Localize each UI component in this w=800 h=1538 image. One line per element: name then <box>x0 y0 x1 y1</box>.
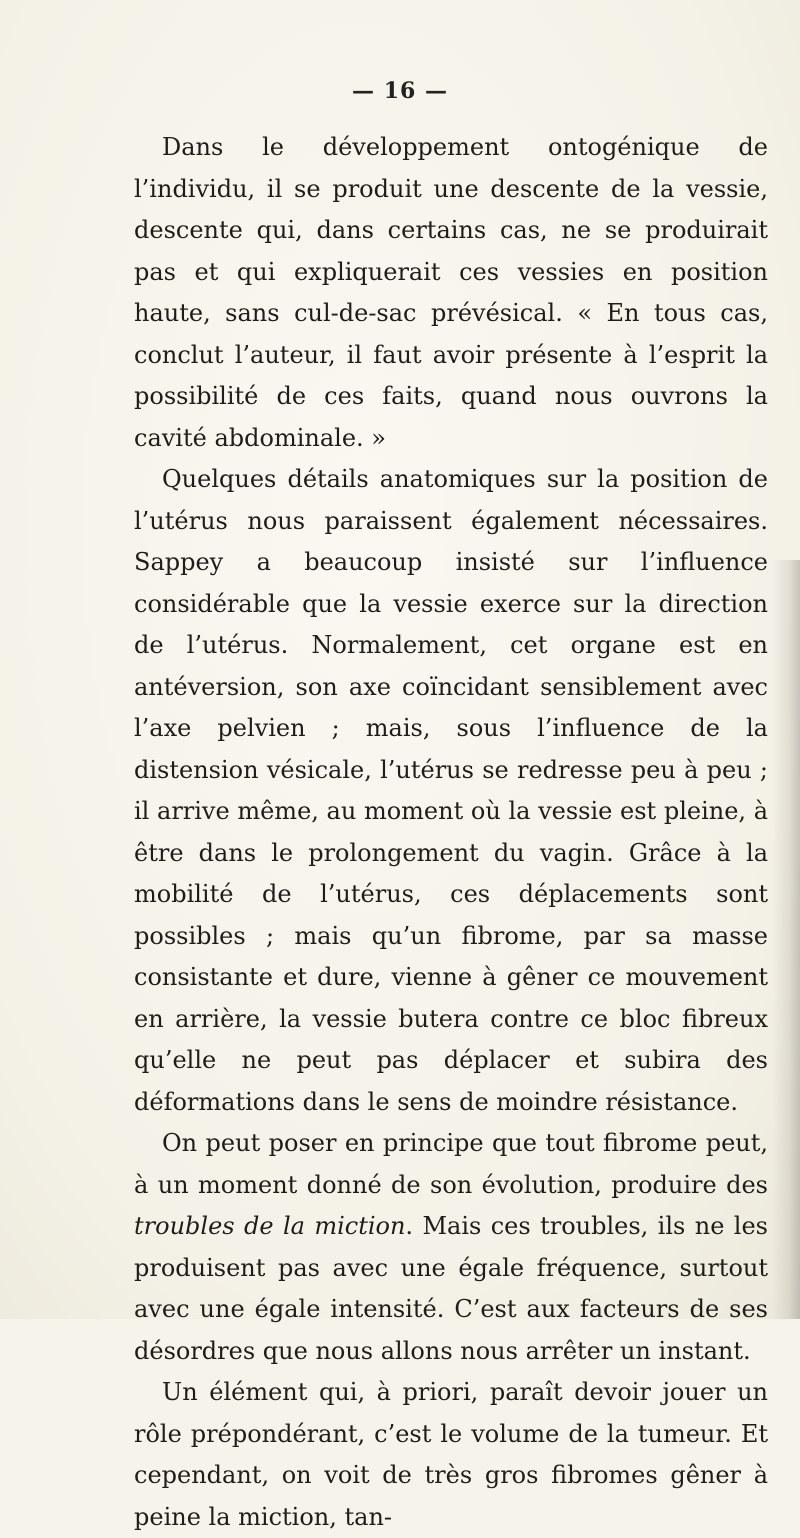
page-edge-shadow <box>772 560 800 1319</box>
paragraph-4: Un élément qui, à priori, paraît devoir jouer un rôle prépondérant, c’est le volume de la tumeur. Et cependant, on voit de très gros fibromes gêner à peine la miction, tan- <box>134 1378 768 1531</box>
paragraph-2: Quelques détails anatomiques sur la position de l’utérus nous paraissent également nécessaires. Sappey a beaucoup insisté sur l’influence considérable que la vessie exerce sur la direction de l’utérus. Normalement, cet organe est en antéversion, son axe coïncidant sensiblement avec l’axe pelvien ; mais, sous l’influence de la distension vésicale, l’utérus se redresse peu à peu ; il arrive même, au moment où la vessie est pleine, à être dans le prolongement du vagin. Grâce à la mobilité de l’utérus, ces déplacements sont possibles ; mais qu’un fibrome, par sa masse consistante et dure, vienne à gêner ce mouvement en arrière, la vessie butera contre ce bloc fibreux qu’elle ne peut pas déplacer et subira des déformations dans le sens de moindre résistance. <box>134 465 768 1116</box>
italic-term: troubles de la miction <box>134 1212 406 1240</box>
paragraph-1: Dans le développement ontogénique de l’individu, il se produit une descente de la vessie, descente qui, dans certains cas, ne se produirait pas et qui expliquerait ces vessies en position haute, sans cul-de-sac prévésical. « En tous cas, conclut l’auteur, il faut avoir présente à l’esprit la possibilité de ces faits, quand nous ouvrons la cavité abdominale. » <box>134 133 768 452</box>
paragraph-3-end: . Mais ces troubles, ils ne les produisent pas avec une égale fréquence, surtout avec une égale intensité. C’est aux facteurs de ses désordres que nous allons nous arrêter un instant. <box>134 1212 768 1365</box>
body-text <box>134 127 768 1538</box>
paragraph-3 <box>134 1123 768 1372</box>
page-number: — 16 — <box>352 78 448 104</box>
paragraph-3-start: On peut poser en principe que tout fibrome peut, à un moment donné de son évolution, produire des <box>134 1129 768 1199</box>
